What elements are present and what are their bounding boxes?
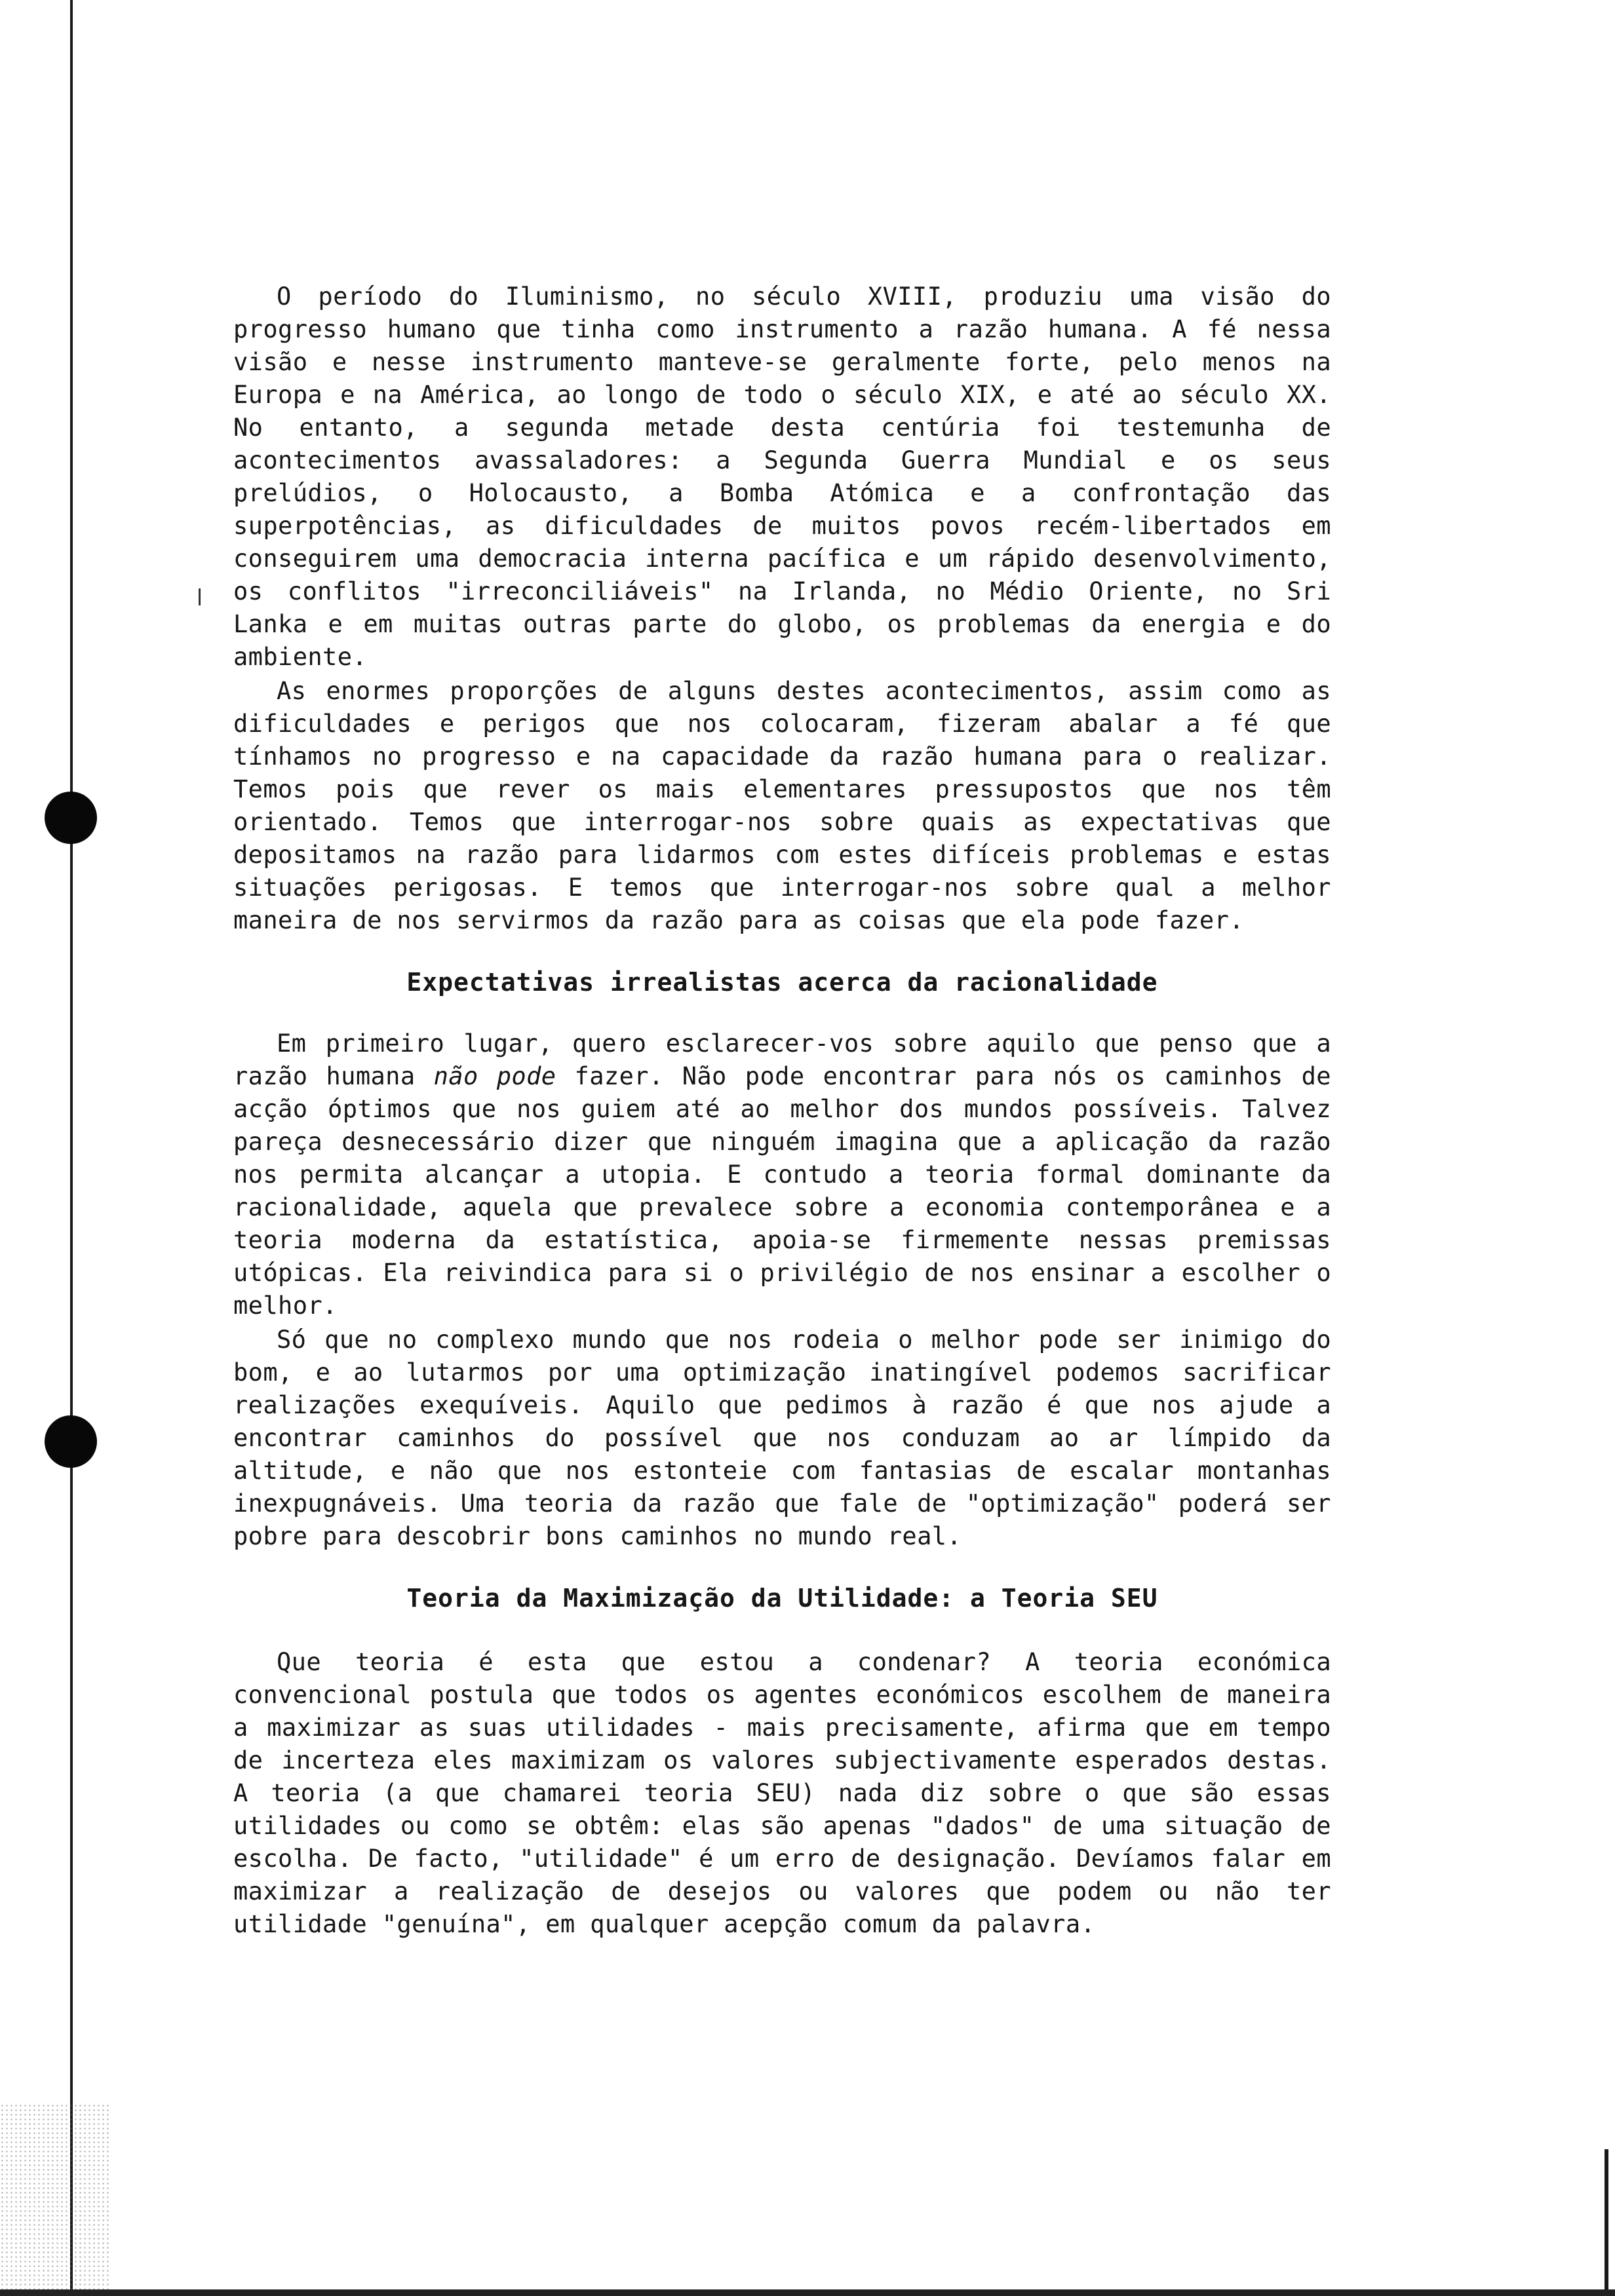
document-body [233,280,1331,1941]
section-heading-unrealistic-expectations: Expectativas irrealistas acerca da racionalidade [406,968,1158,997]
expectations-paragraph-1 [233,1027,1331,1322]
emphasis-nao-pode: não pode [433,1062,556,1090]
punch-hole-lower [45,1415,97,1468]
intro-paragraph-1: O período do Iluminismo, no século XVIII, produziu uma visão do progresso humano que tinha como instrumento a razão humana. A fé nessa visão e nesse instrumento manteve-se geralmente forte, pelo menos na Europa e na América, ao longo de todo o século XIX, e até ao século XX. No entanto, a segunda metade desta centúria foi testemunha de acontecimentos avassaladores: a Segunda Guerra Mundial e os seus prelúdios, o Holocausto, a Bomba Atómica e a confrontação das superpotências, as dificuldades de muitos povos recém-libertados em conseguirem uma democracia interna pacífica e um rápido desenvolvimento, os conflitos "irreconciliáveis" na Irlanda, no Médio Oriente, no Sri Lanka e em muitas outras parte do globo, os problemas da energia e do ambiente. [233,282,1331,671]
intro-paragraph-2: As enormes proporções de alguns destes acontecimentos, assim como as dificuldades e perigos que nos colocaram, fizeram abalar a fé que tínhamos no progresso e na capacidade da razão humana para o realizar. Temos pois que rever os mais elementares pressupostos que nos têm orientado. Temos que interrogar-nos sobre quais as expectativas que depositamos na razão para lidarmos com estes difíceis problemas e estas situações perigosas. E temos que interrogar-nos sobre qual a melhor maneira de nos servirmos da razão para as coisas que ela pode fazer. [233,677,1331,934]
right-edge-shadow [1605,2149,1608,2296]
expectations-paragraph-1-start: Em primeiro lugar, quero esclarecer-vos sobre aquilo que penso que a razão humana [233,1029,1331,1090]
binding-line [70,0,73,2296]
expectations-paragraph-2: Só que no complexo mundo que nos rodeia o melhor pode ser inimigo do bom, e ao lutarmos por uma optimização inatingível podemos sacrificar realizações exequíveis. Aquilo que pedimos à razão é que nos ajude a encontrar caminhos do possível que nos conduzam ao ar límpido da altitude, e não que nos estonteie com fantasias de escalar montanhas inexpugnáveis. Uma teoria da razão que fale de "optimização" poderá ser pobre para descobrir bons caminhos no mundo real. [233,1326,1331,1550]
stray-mark [199,588,201,605]
seu-paragraph-1: Que teoria é esta que estou a condenar? A teoria económica convencional postula que todos os agentes económicos escolhem de maneira a maximizar as suas utilidades - mais precisamente, afirma que em tempo de incerteza eles maximizam os valores subjectivamente esperados destas. A teoria (a que chamarei teoria SEU) nada diz sobre o que são essas utilidades ou como se obtêm: elas são apenas "dados" de uma situação de escolha. De facto, "utilidade" é um erro de designação. Devíamos falar em maximizar a realização de desejos ou valores que podem ou não ter utilidade "genuína", em qualquer acepção comum da palavra. [233,1648,1331,1938]
expectations-paragraph-1-end: fazer. Não pode encontrar para nós os caminhos de acção óptimos que nos guiem até ao melhor dos mundos possíveis. Talvez pareça desnecessário dizer que ninguém imagina que a aplicação da razão nos permita alcançar a utopia. E contudo a teoria formal dominante da racionalidade, aquela que prevalece sobre a economia contemporânea e a teoria moderna da estatística, apoia-se firmemente nessas premissas utópicas. Ela reivindica para si o privilégio de nos ensinar a escolher o melhor. [233,1062,1331,1320]
scan-noise [0,2103,111,2296]
bottom-edge-shadow [0,2289,1615,2296]
punch-hole-upper [45,792,97,844]
section-heading-seu-theory: Teoria da Maximização da Utilidade: a Teoria SEU [406,1584,1158,1613]
